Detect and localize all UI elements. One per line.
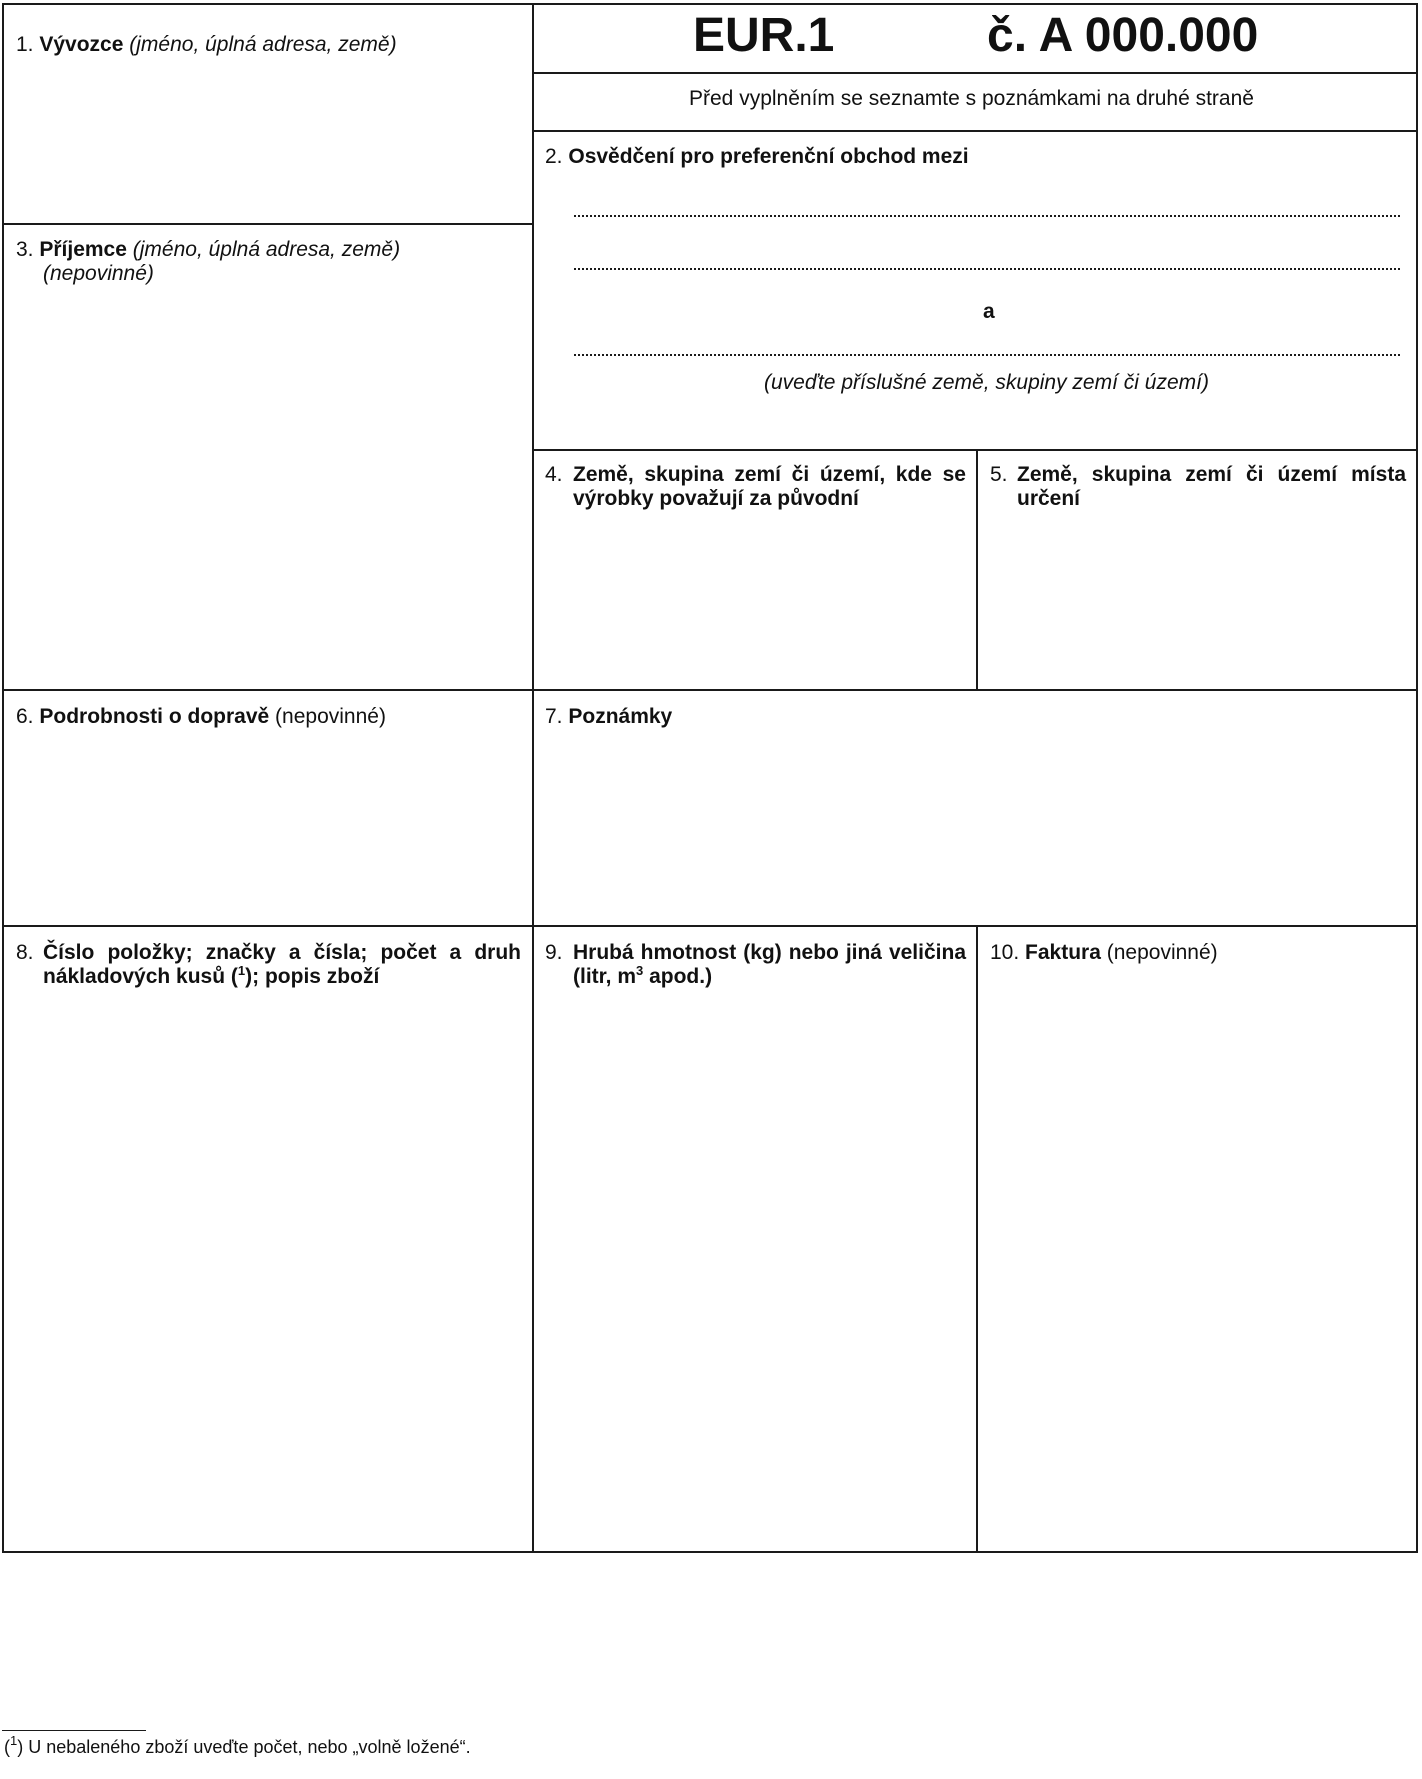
box9-line2	[573, 965, 712, 989]
divider-row-6-7	[2, 689, 1418, 691]
box5-line1: Země, skupina zemí či území místa	[1017, 463, 1406, 486]
box3-optional: (nepovinné)	[43, 262, 154, 285]
box2-title: Osvědčení pro preferenční obchod mezi	[568, 145, 969, 168]
box7-number: 7.	[545, 705, 563, 728]
box6-optional: (nepovinné)	[275, 705, 386, 728]
box8-number: 8.	[16, 941, 34, 964]
box10-number: 10.	[990, 941, 1020, 964]
box6-label	[16, 705, 386, 729]
divider-box2-box4	[532, 449, 1418, 451]
box5-destination-field[interactable]	[978, 518, 1416, 688]
box9-superscript: 3	[636, 963, 644, 978]
box3-title: Příjemce	[39, 238, 127, 261]
divider-under-instruction	[532, 130, 1418, 132]
box1-number: 1.	[16, 33, 34, 56]
box3-number: 3.	[16, 238, 34, 261]
box10-label	[990, 941, 1218, 965]
box6-transport-field[interactable]	[4, 735, 532, 923]
box1-label	[16, 33, 397, 57]
footnote-separator	[2, 1730, 146, 1731]
box9-line2-start: (litr, m	[573, 965, 637, 988]
box2-hint: (uveďte příslušné země, skupiny zemí či území)	[764, 371, 1209, 394]
instruction-text: Před vyplněním se seznamte s poznámkami na druhé straně	[689, 87, 1254, 110]
box2-country-line-2[interactable]	[574, 268, 1400, 270]
box2-country-line-1[interactable]	[574, 215, 1400, 217]
box4-origin-field[interactable]	[534, 518, 976, 688]
box8-footnote-ref: 1	[237, 963, 246, 978]
box3-label	[16, 238, 400, 262]
divider-under-title	[532, 72, 1418, 74]
box2-conjunction: a	[983, 300, 995, 323]
form-border-bottom	[2, 1551, 1418, 1553]
box1-title: Vývozce	[39, 33, 124, 56]
divider-box1-box3	[2, 223, 534, 225]
box8-line2-start: nákladových kusů (	[43, 965, 238, 988]
box7-label	[545, 705, 672, 729]
form-name: EUR.1	[693, 9, 835, 62]
box7-title: Poznámky	[568, 705, 673, 728]
box10-title: Faktura	[1025, 941, 1101, 964]
box4-line1: Země, skupina zemí či území, kde se	[573, 463, 966, 486]
box1-note: (jméno, úplná adresa, země)	[129, 33, 397, 56]
box5-line2: určení	[1017, 487, 1081, 510]
box9-number: 9.	[545, 941, 563, 964]
footnote	[4, 1733, 471, 1758]
box8-goods-field[interactable]	[4, 995, 532, 1550]
box3-note: (jméno, úplná adresa, země)	[132, 238, 401, 261]
form-border-top	[2, 3, 1418, 5]
box9-line2-end: apod.)	[643, 965, 713, 988]
box9-mass-field[interactable]	[534, 995, 976, 1550]
box2-label	[545, 145, 969, 169]
certificate-serial-number: č. A 000.000	[987, 9, 1259, 62]
footnote-marker: 1	[10, 1733, 18, 1748]
box2-country-line-3[interactable]	[574, 354, 1400, 356]
divider-row-8-10	[2, 925, 1418, 927]
box6-title: Podrobnosti o dopravě	[39, 705, 270, 728]
footnote-text: ) U nebaleného zboží uveďte počet, nebo „volně ložené“.	[17, 1737, 471, 1757]
box6-number: 6.	[16, 705, 34, 728]
box10-invoice-field[interactable]	[978, 995, 1416, 1550]
box1-exporter-field[interactable]	[4, 62, 532, 222]
box10-optional: (nepovinné)	[1106, 941, 1218, 964]
box4-line2: výrobky považují za původní	[573, 487, 859, 510]
footnote-open-paren: (	[4, 1737, 10, 1757]
box7-remarks-field[interactable]	[534, 735, 1416, 923]
box8-line2	[43, 965, 379, 989]
box4-number: 4.	[545, 463, 563, 486]
box3-consignee-field[interactable]	[4, 290, 532, 688]
box2-number: 2.	[545, 145, 563, 168]
box5-number: 5.	[990, 463, 1008, 486]
box9-line1: Hrubá hmotnost (kg) nebo jiná veličina	[573, 941, 966, 964]
box8-line2-end: ); popis zboží	[245, 965, 380, 988]
form-border-right	[1416, 3, 1418, 1552]
box8-line1: Číslo položky; značky a čísla; počet a druh	[43, 941, 521, 964]
